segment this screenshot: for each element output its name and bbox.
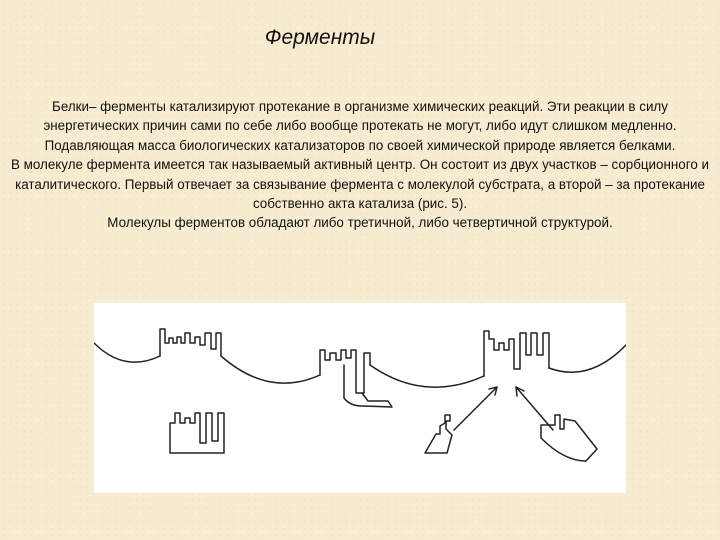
slide-title: Ферменты — [264, 26, 376, 49]
enzyme-diagram — [94, 303, 626, 493]
enzyme-surface-arc — [549, 345, 626, 372]
enzyme-active-site — [320, 350, 370, 393]
enzyme-active-site — [160, 329, 221, 356]
body-text — [8, 97, 712, 233]
enzyme-surface-arc — [221, 356, 320, 383]
paragraph-active-center: В молекуле фермента имеется так называемый активный центр. Он состоит из двух участков – сорбционного и каталитического. Первый отвечает за связывание фермента с молекулой субстрата, а второй – за протекание собственно акта катализа (рис. 5). — [11, 157, 709, 212]
enzyme-diagram-figure — [94, 303, 626, 493]
paragraph-definition: Белки– ферменты катализируют протекание в организме химических реакций. Эти реакции в силу энергетических причин сами по себе либо вообще протекать не могут, либо идут слишком медленно. Подавляющая масса биологических катализаторов по своей химической природе является белками. — [43, 99, 677, 153]
substrate-molecule — [541, 415, 597, 461]
enzyme-surface-arc — [94, 343, 160, 362]
substrate-molecule — [425, 415, 452, 453]
enzyme-active-site — [170, 413, 224, 453]
enzyme-surface-arc — [370, 365, 484, 387]
enzyme-active-site — [484, 331, 549, 376]
bound-substrate — [344, 365, 392, 407]
paragraph-structure: Молекулы ферментов обладают либо третичной, либо четвертичной структурой. — [107, 215, 613, 231]
arrow-line — [454, 387, 497, 430]
arrow-line — [516, 387, 553, 430]
